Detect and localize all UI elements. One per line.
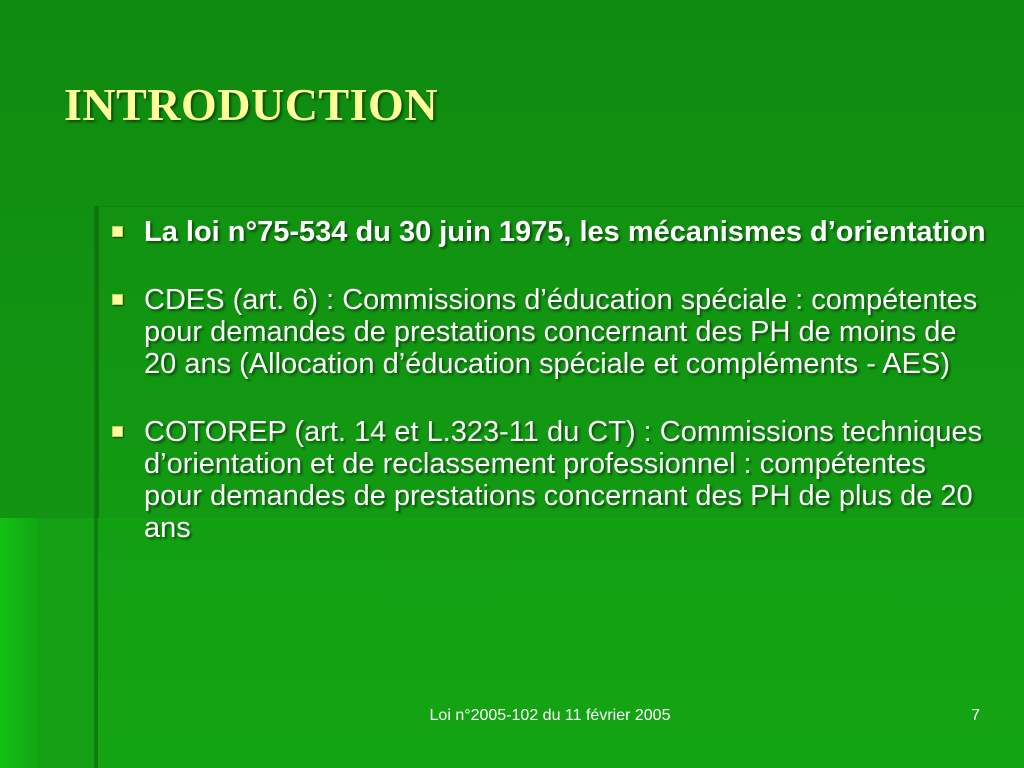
bullet-text: CDES (art. 6) : Commissions d’éducation spéciale : compétentes pour demandes de prestations concernant des PH de moins de 20 ans (Allocation d’éducation spéciale et compléments - AES) (144, 284, 978, 380)
background-left-block (0, 518, 38, 768)
bullet-list (110, 216, 990, 544)
square-bullet-icon (112, 294, 123, 305)
slide-footer: Loi n°2005-102 du 11 février 2005 (429, 707, 671, 724)
bullet-item-cdes (110, 284, 990, 380)
bullet-item-law-1975 (110, 216, 990, 248)
bullet-text: La loi n°75-534 du 30 juin 1975, les mécanismes d’orientation (144, 216, 986, 248)
square-bullet-icon (112, 426, 123, 437)
background-strip (38, 518, 98, 768)
bullet-text: COTOREP (art. 14 et L.323-11 du CT) : Commissions techniques d’orientation et de reclassement professionnel : compétentes pour demandes de prestations concernant des PH de plus de 20 ans (144, 416, 983, 544)
page-number: 7 (971, 707, 980, 724)
slide-title: INTRODUCTION (64, 79, 439, 130)
background-lower-panel (96, 518, 1024, 768)
bullet-item-cotorep (110, 416, 990, 544)
square-bullet-icon (112, 226, 123, 237)
background-divider (94, 206, 98, 768)
